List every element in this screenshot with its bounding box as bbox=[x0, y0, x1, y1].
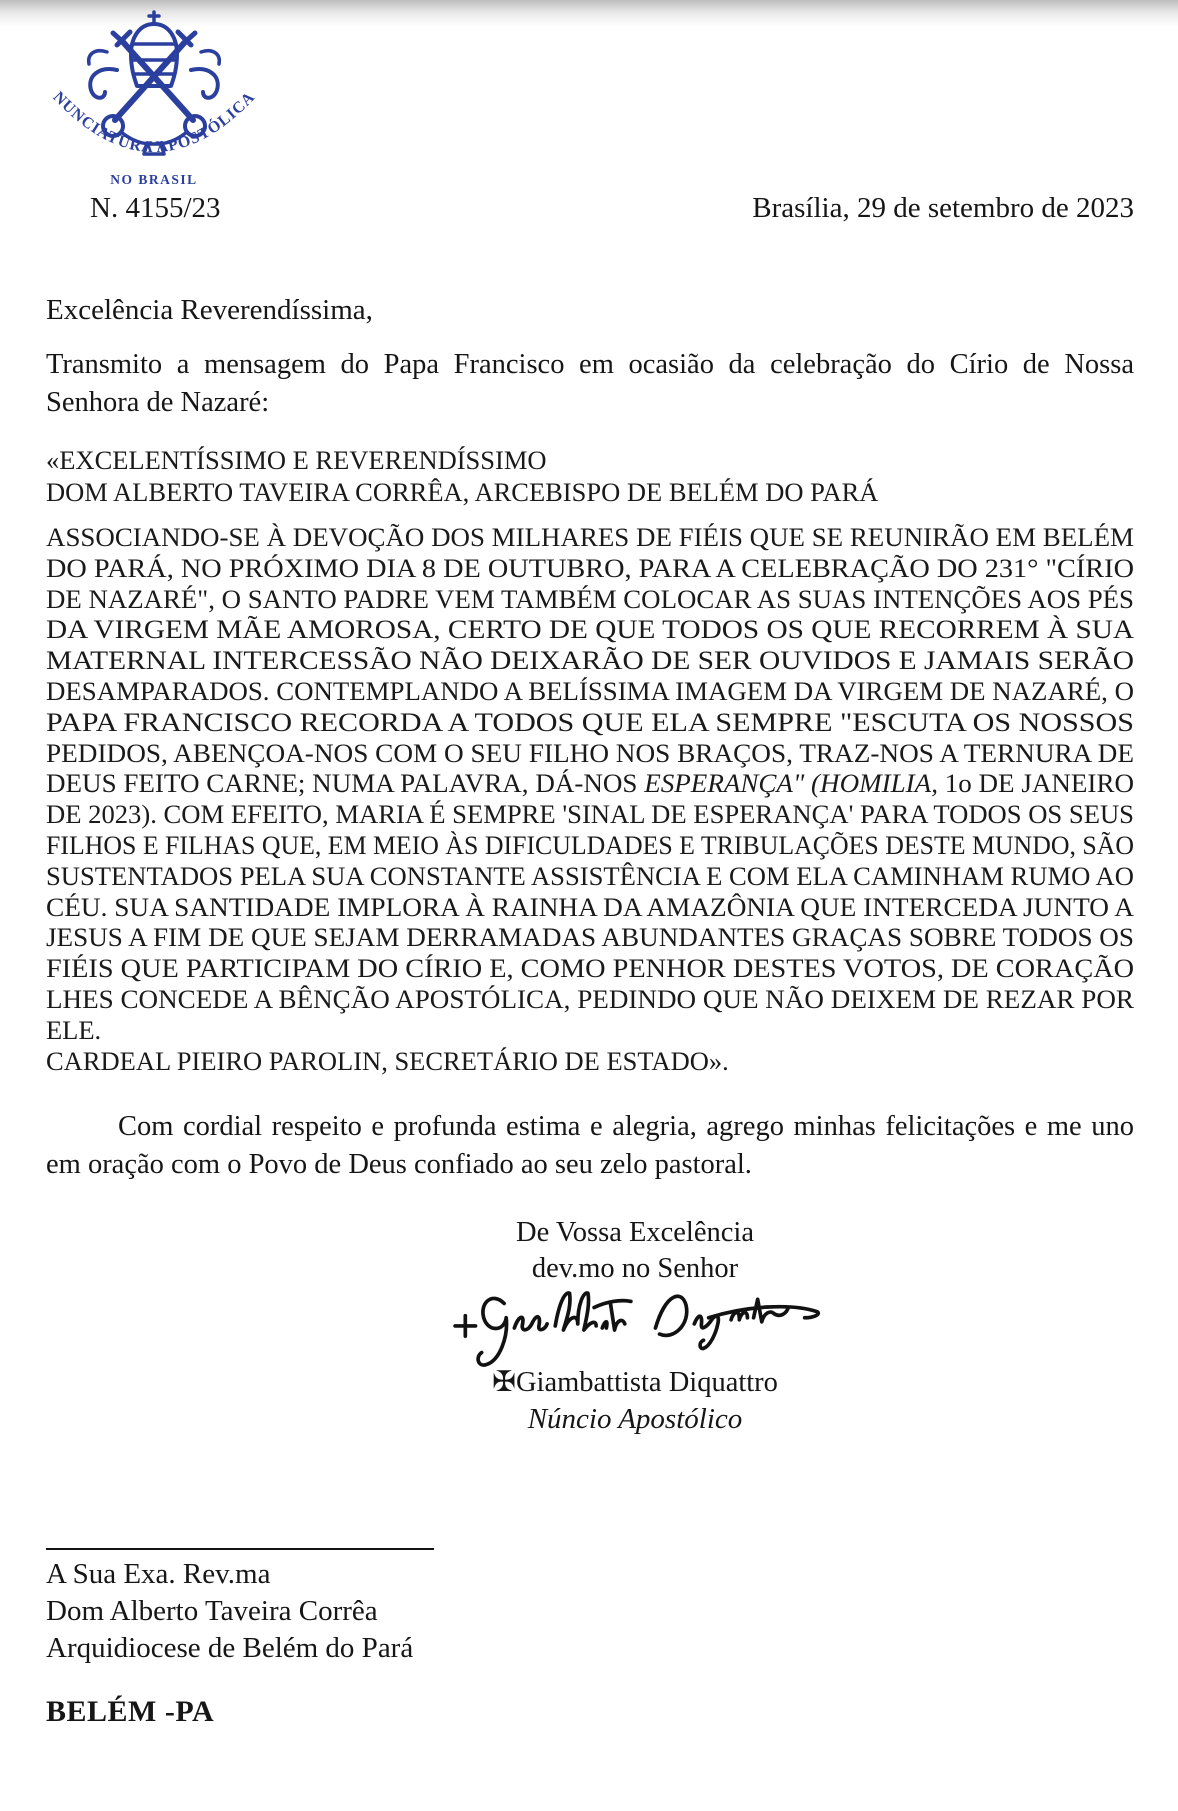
salutation: Excelência Reverendíssima, bbox=[46, 294, 373, 326]
addressee-rule bbox=[46, 1548, 434, 1550]
reference-row bbox=[90, 192, 1134, 225]
intro-paragraph: Transmito a mensagem do Papa Francisco em ocasião da celebração do Círio de Nossa Senhora de Nazaré: bbox=[46, 349, 1134, 418]
nunciature-emblem bbox=[46, 8, 262, 192]
message-line: DE 2023). COM EFEITO, MARIA É SEMPRE 'SINAL DE ESPERANÇA' PARA TODOS OS SEUS bbox=[46, 799, 1134, 830]
protocol-number: N. 4155/23 bbox=[90, 192, 221, 224]
message-line: MATERNAL INTERCESSÃO NÃO DEIXARÃO DE SER OUVIDOS E JAMAIS SERÃO bbox=[46, 645, 1135, 676]
message-line: CARDEAL PIEIRO PAROLIN, SECRETÁRIO DE ESTADO». bbox=[46, 1045, 729, 1076]
addressee-line: Dom Alberto Taveira Corrêa bbox=[46, 1595, 378, 1627]
message-line: DO PARÁ, NO PRÓXIMO DIA 8 DE OUTUBRO, PARA A CELEBRAÇÃO DO 231° "CÍRIO bbox=[46, 552, 1134, 583]
addressee-line: A Sua Exa. Rev.ma bbox=[46, 1558, 271, 1590]
dateline: Brasília, 29 de setembro de 2023 bbox=[752, 192, 1134, 224]
message-line: FIÉIS QUE PARTICIPAM DO CÍRIO E, COMO PENHOR DESTES VOTOS, DE CORAÇÃO bbox=[46, 953, 1135, 984]
letterhead-sub-text: NO BRASIL bbox=[110, 172, 198, 187]
message-line: DEUS FEITO CARNE; NUMA PALAVRA, DÁ-NOS ESPERANÇA" (HOMILIA, 1o DE JANEIRO bbox=[46, 768, 1135, 799]
signer-name: ✠Giambattista Diquattro bbox=[492, 1367, 778, 1398]
papal-tiara-icon bbox=[131, 12, 177, 86]
letterhead bbox=[46, 8, 262, 192]
addressee-city: BELÉM -PA bbox=[46, 1695, 215, 1728]
letterhead-arc-text: NUNCIATURA APOSTÓLICA bbox=[49, 88, 259, 157]
message-line: PEDIDOS, ABENÇOA-NOS COM O SEU FILHO NOS BRAÇOS, TRAZ-NOS A TERNURA DE bbox=[46, 737, 1134, 768]
handwritten-signature bbox=[439, 1283, 831, 1375]
message-heading bbox=[46, 444, 1134, 508]
message-line: PAPA FRANCISCO RECORDA A TODOS QUE ELA SEMPRE "ESCUTA OS NOSSOS bbox=[46, 706, 1134, 737]
message-line: DE NAZARÉ", O SANTO PADRE VEM TAMBÉM COLOCAR AS SUAS INTENÇÕES AOS PÉS bbox=[46, 583, 1134, 614]
valediction-block bbox=[390, 1215, 880, 1437]
valediction-line-2: dev.mo no Senhor bbox=[531, 1253, 739, 1284]
addressee-block bbox=[46, 1548, 434, 1730]
message-heading-line: «EXCELENTÍSSIMO E REVERENDÍSSIMO bbox=[46, 445, 547, 475]
addressee-line: Arquidiocese de Belém do Pará bbox=[46, 1632, 414, 1664]
message-body bbox=[46, 522, 1134, 1076]
message-line: CÉU. SUA SANTIDADE IMPLORA À RAINHA DA AMAZÔNIA QUE INTERCEDA JUNTO A bbox=[46, 891, 1135, 922]
message-line: LHES CONCEDE A BÊNÇÃO APOSTÓLICA, PEDINDO QUE NÃO DEIXEM DE REZAR POR bbox=[46, 983, 1134, 1014]
message-line: ASSOCIANDO-SE À DEVOÇÃO DOS MILHARES DE FIÉIS QUE SE REUNIRÃO EM BELÉM bbox=[46, 522, 1135, 552]
valediction-line-1: De Vossa Excelência bbox=[516, 1217, 754, 1248]
message-line: DA VIRGEM MÃE AMOROSA, CERTO DE QUE TODOS OS QUE RECORREM À SUA bbox=[46, 614, 1135, 645]
message-line: JESUS A FIM DE QUE SEJAM DERRAMADAS ABUNDANTES GRAÇAS SOBRE TODOS OS bbox=[46, 922, 1134, 953]
message-line: DESAMPARADOS. CONTEMPLANDO A BELÍSSIMA IMAGEM DA VIRGEM DE NAZARÉ, O bbox=[46, 675, 1134, 706]
message-line: SUSTENTADOS PELA SUA CONSTANTE ASSISTÊNCIA E COM ELA CAMINHAM RUMO AO bbox=[46, 860, 1134, 891]
message-line: ELE. bbox=[46, 1014, 102, 1045]
message-heading-line: DOM ALBERTO TAVEIRA CORRÊA, ARCEBISPO DE BELÉM DO PARÁ bbox=[46, 477, 879, 507]
closing-paragraph: Com cordial respeito e profunda estima e alegria, agrego minhas felicitações e me uno em oração com o Povo de Deus confiado ao seu zelo pastoral. bbox=[46, 1111, 1134, 1180]
message-line: FILHOS E FILHAS QUE, EM MEIO ÀS DIFICULDADES E TRIBULAÇÕES DESTE MUNDO, SÃO bbox=[46, 829, 1135, 860]
signer-title: Núncio Apostólico bbox=[527, 1403, 743, 1435]
